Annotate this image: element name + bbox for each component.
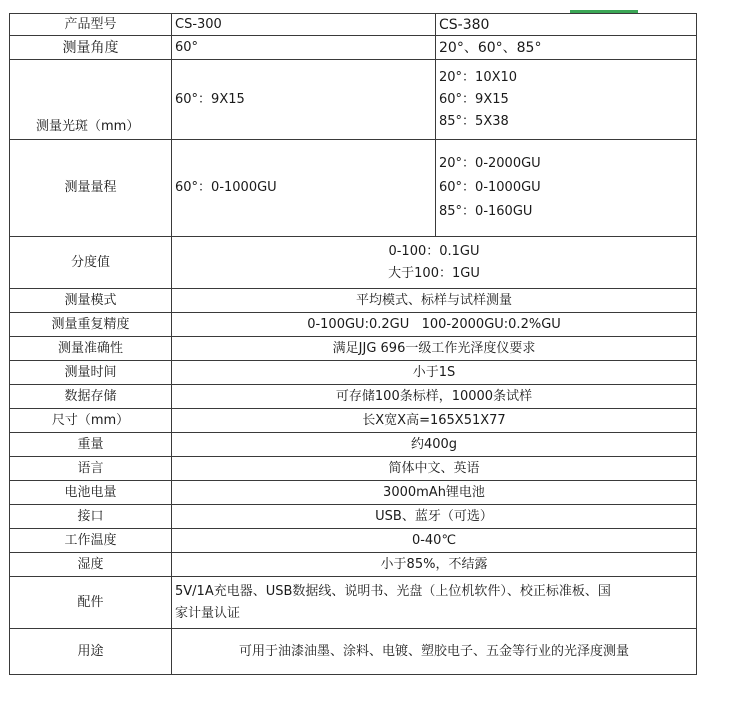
model-b: CS-380 bbox=[436, 14, 697, 36]
row-label-time: 测量时间 bbox=[10, 361, 172, 385]
table-row bbox=[10, 457, 697, 481]
row-label-language: 语言 bbox=[10, 457, 172, 481]
row-label-weight: 重量 bbox=[10, 433, 172, 457]
table-row bbox=[10, 289, 697, 313]
row-label-range: 测量量程 bbox=[10, 140, 172, 237]
spot-b-line: 20°：10X10 bbox=[439, 69, 518, 85]
accessories-line: 5V/1A充电器、USB数据线、说明书、光盘（上位机软件）、校正标准板、国 bbox=[175, 583, 611, 599]
row-label-usage: 用途 bbox=[10, 629, 172, 675]
range-a: 60°：0-1000GU bbox=[172, 140, 436, 237]
repeatability-value: 0-100GU:0.2GU 100-2000GU:0.2%GU bbox=[172, 313, 697, 337]
spot-b-line: 85°：5X38 bbox=[439, 113, 509, 129]
language-value: 简体中文、英语 bbox=[172, 457, 697, 481]
row-label-accuracy: 测量准确性 bbox=[10, 337, 172, 361]
angle-b: 20°、60°、85° bbox=[436, 36, 697, 60]
row-label-temperature: 工作温度 bbox=[10, 529, 172, 553]
table-row bbox=[10, 481, 697, 505]
temperature-value: 0-40℃ bbox=[172, 529, 697, 553]
range-b bbox=[436, 140, 697, 237]
table-row bbox=[10, 140, 697, 237]
spot-b bbox=[436, 60, 697, 140]
row-label-accessories: 配件 bbox=[10, 577, 172, 629]
time-value: 小于1S bbox=[172, 361, 697, 385]
resolution-line: 大于100：1GU bbox=[388, 265, 480, 281]
resolution-value bbox=[172, 237, 697, 289]
accessories-line: 家计量认证 bbox=[175, 605, 241, 621]
row-label-battery: 电池电量 bbox=[10, 481, 172, 505]
weight-value: 约400g bbox=[172, 433, 697, 457]
range-b-line: 85°：0-160GU bbox=[439, 204, 533, 219]
row-label-angle: 测量角度 bbox=[10, 36, 172, 60]
row-label-repeatability: 测量重复精度 bbox=[10, 313, 172, 337]
table-row bbox=[10, 433, 697, 457]
row-label-size: 尺寸（mm） bbox=[10, 409, 172, 433]
table-row bbox=[10, 629, 697, 675]
table-row bbox=[10, 36, 697, 60]
table-row bbox=[10, 14, 697, 36]
spot-b-line: 60°：9X15 bbox=[439, 91, 509, 107]
spot-a: 60°：9X15 bbox=[172, 60, 436, 140]
row-label-spot: 测量光斑（mm） bbox=[10, 60, 172, 140]
range-b-line: 60°：0-1000GU bbox=[439, 180, 541, 195]
table-row bbox=[10, 237, 697, 289]
row-label-interface: 接口 bbox=[10, 505, 172, 529]
range-b-line: 20°：0-2000GU bbox=[439, 156, 541, 171]
resolution-line: 0-100：0.1GU bbox=[388, 243, 480, 259]
table-row bbox=[10, 337, 697, 361]
accessories-value bbox=[172, 577, 697, 629]
accuracy-value: 满足JJG 696一级工作光泽度仪要求 bbox=[172, 337, 697, 361]
table-row bbox=[10, 361, 697, 385]
storage-value: 可存储100条标样，10000条试样 bbox=[172, 385, 697, 409]
table-row bbox=[10, 553, 697, 577]
table-row bbox=[10, 385, 697, 409]
row-label-humidity: 湿度 bbox=[10, 553, 172, 577]
battery-value: 3000mAh锂电池 bbox=[172, 481, 697, 505]
usage-value: 可用于油漆油墨、涂料、电镀、塑胶电子、五金等行业的光泽度测量 bbox=[172, 629, 697, 675]
table-row bbox=[10, 505, 697, 529]
row-label-model: 产品型号 bbox=[10, 14, 172, 36]
mode-value: 平均模式、标样与试样测量 bbox=[172, 289, 697, 313]
row-label-resolution: 分度值 bbox=[10, 237, 172, 289]
table-row bbox=[10, 529, 697, 553]
humidity-value: 小于85%，不结露 bbox=[172, 553, 697, 577]
table-row bbox=[10, 60, 697, 140]
row-label-storage: 数据存储 bbox=[10, 385, 172, 409]
table-row bbox=[10, 409, 697, 433]
table-row bbox=[10, 313, 697, 337]
table-row bbox=[10, 577, 697, 629]
model-a: CS-300 bbox=[172, 14, 436, 36]
size-value: 长X宽X高=165X51X77 bbox=[172, 409, 697, 433]
interface-value: USB、蓝牙（可选） bbox=[172, 505, 697, 529]
row-label-mode: 测量模式 bbox=[10, 289, 172, 313]
spec-table bbox=[9, 13, 697, 675]
angle-a: 60° bbox=[172, 36, 436, 60]
